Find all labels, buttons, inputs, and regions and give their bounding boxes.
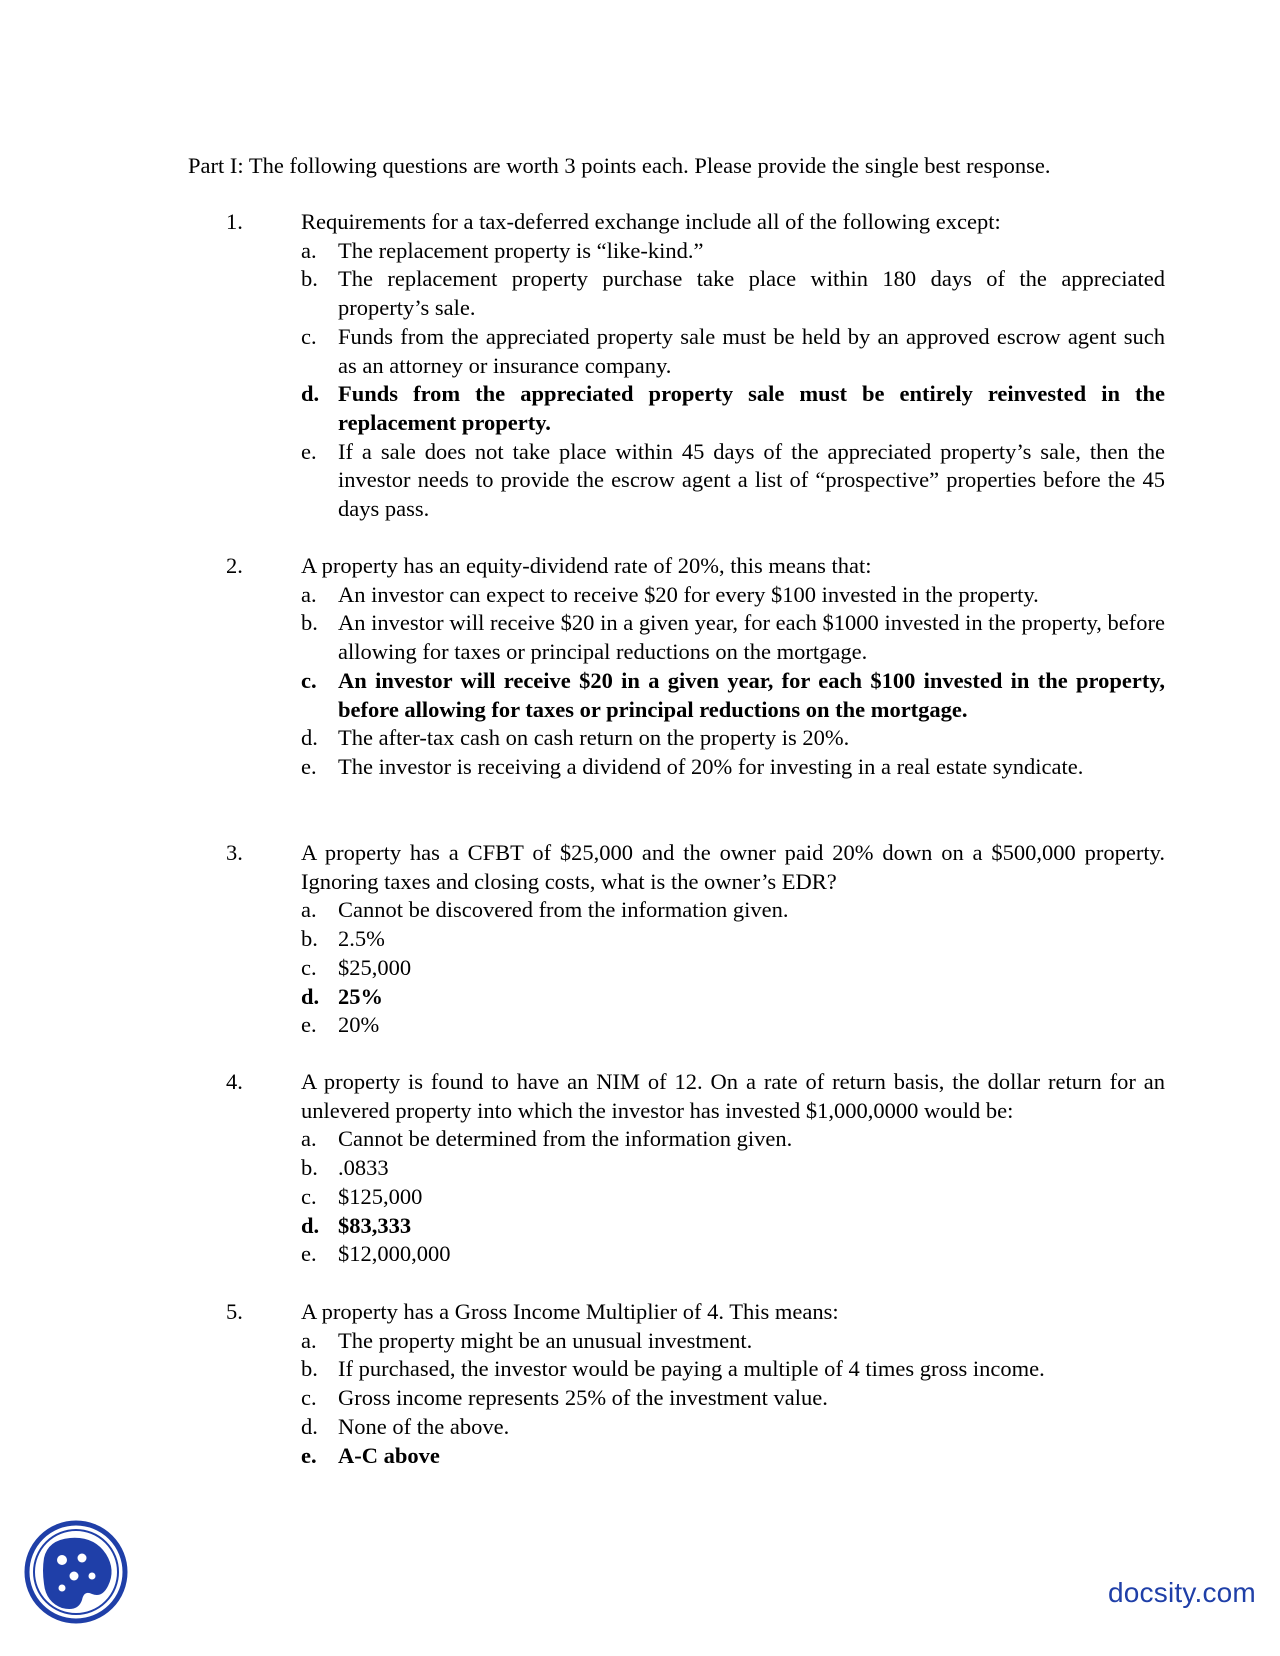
question-stem: A property is found to have an NIM of 12. On a rate of return basis, the dollar return for an unlevered property into which the investor has invested $1,000,0000 would be: [301, 1069, 1165, 1123]
option-letter: d. [301, 983, 320, 1009]
option-letter: c. [301, 1183, 317, 1209]
answer-option-b [301, 1154, 1165, 1183]
option-text: The investor is receiving a dividend of 20% for investing in a real estate syndicate. [338, 753, 1084, 779]
answer-option-c [301, 1384, 1165, 1413]
answer-option-a [301, 581, 1165, 610]
answer-options [301, 896, 1165, 1040]
option-letter: e. [301, 438, 317, 464]
answer-options [301, 1125, 1165, 1269]
option-text: An investor will receive $20 in a given year, for each $1000 invested in the property, before allowing for taxes or principal reductions on the mortgage. [338, 610, 1165, 665]
option-letter: b. [301, 610, 318, 636]
option-letter: c. [301, 1385, 317, 1411]
question-4 [188, 1068, 1188, 1269]
answer-option-b [301, 609, 1165, 666]
question-number: 3. [226, 840, 243, 865]
option-letter: c. [301, 954, 317, 980]
answer-option-a [301, 1327, 1165, 1356]
option-text: Funds from the appreciated property sale must be held by an approved escrow agent such as an attorney or insurance company. [338, 323, 1165, 378]
answer-option-b [301, 1355, 1165, 1384]
option-letter: b. [301, 926, 318, 952]
answer-option-c-correct [301, 667, 1165, 724]
option-text: The replacement property purchase take place within 180 days of the appreciated property’s sale. [338, 266, 1165, 321]
option-letter: b. [301, 1356, 318, 1382]
option-text: .0833 [338, 1155, 389, 1181]
option-letter: d. [301, 1212, 320, 1238]
answer-option-e [301, 1011, 1165, 1040]
option-text: Cannot be discovered from the information given. [338, 897, 789, 923]
question-stem: Requirements for a tax-deferred exchange include all of the following except: [301, 209, 1001, 234]
answer-option-c [301, 1183, 1165, 1212]
question-1 [188, 208, 1188, 524]
answer-option-d-correct [301, 380, 1165, 437]
question-2 [188, 552, 1188, 782]
question-number: 2. [226, 553, 243, 578]
option-text: A-C above [338, 1442, 440, 1468]
option-letter: d. [301, 725, 318, 751]
answer-option-c [301, 323, 1165, 380]
option-letter: a. [301, 1126, 317, 1152]
answer-option-e [301, 1240, 1165, 1269]
question-stem: A property has a CFBT of $25,000 and the owner paid 20% down on a $500,000 property. Ignoring taxes and closing costs, what is the owner’s EDR? [301, 840, 1165, 894]
answer-option-c [301, 954, 1165, 983]
option-letter: d. [301, 381, 320, 407]
option-text: Gross income represents 25% of the investment value. [338, 1385, 828, 1411]
answer-option-e [301, 438, 1165, 524]
option-text: $25,000 [338, 954, 412, 980]
option-letter: e. [301, 1442, 317, 1468]
question-stem: A property has a Gross Income Multiplier of 4. This means: [301, 1299, 839, 1324]
option-letter: a. [301, 581, 317, 607]
option-letter: d. [301, 1413, 318, 1439]
part-instructions: Part I: The following questions are worth 3 points each. Please provide the single best response. [188, 153, 1051, 178]
question-3 [188, 839, 1188, 1040]
option-text: 25% [338, 983, 383, 1009]
option-text: Funds from the appreciated property sale must be entirely reinvested in the replacement property. [338, 381, 1165, 435]
option-letter: a. [301, 237, 317, 263]
answer-options [301, 237, 1165, 524]
option-text: 2.5% [338, 926, 385, 952]
answer-option-d [301, 1413, 1165, 1442]
answer-options [301, 1327, 1165, 1471]
option-letter: e. [301, 753, 317, 779]
answer-options [301, 581, 1165, 782]
option-text: $83,333 [338, 1212, 412, 1238]
option-letter: b. [301, 1155, 318, 1181]
option-letter: e. [301, 1241, 317, 1267]
answer-option-a [301, 1125, 1165, 1154]
question-5 [188, 1298, 1188, 1470]
option-letter: a. [301, 897, 317, 923]
option-text: Cannot be determined from the information given. [338, 1126, 793, 1152]
option-text: None of the above. [338, 1413, 510, 1439]
option-text: $125,000 [338, 1183, 423, 1209]
option-text: An investor will receive $20 in a given year, for each $100 invested in the property, before allowing for taxes or principal reductions on the mortgage. [338, 667, 1165, 722]
option-text: If a sale does not take place within 45 days of the appreciated property’s sale, then the investor needs to provide the escrow agent a list of “prospective” properties before the 45 days pass. [338, 438, 1165, 522]
option-text: If purchased, the investor would be paying a multiple of 4 times gross income. [338, 1356, 1045, 1382]
answer-option-d-correct [301, 1212, 1165, 1241]
question-number: 1. [226, 209, 243, 234]
answer-option-e [301, 753, 1165, 782]
answer-option-e-correct [301, 1442, 1165, 1471]
option-text: 20% [338, 1012, 380, 1038]
answer-option-b [301, 925, 1165, 954]
option-letter: c. [301, 323, 317, 349]
option-text: The replacement property is “like-kind.” [338, 237, 704, 263]
question-number: 4. [226, 1069, 243, 1094]
option-text: The property might be an unusual investment. [338, 1327, 753, 1353]
docsity-logo-icon [22, 1518, 130, 1626]
answer-option-d-correct [301, 983, 1165, 1012]
option-text: An investor can expect to receive $20 for every $100 invested in the property. [338, 581, 1039, 607]
answer-option-d [301, 724, 1165, 753]
option-text: The after-tax cash on cash return on the property is 20%. [338, 725, 850, 751]
option-letter: a. [301, 1327, 317, 1353]
answer-option-a [301, 896, 1165, 925]
question-number: 5. [226, 1299, 243, 1324]
docsity-logo-icon[interactable] [22, 1518, 130, 1626]
answer-option-a [301, 237, 1165, 266]
question-stem: A property has an equity-dividend rate of 20%, this means that: [301, 553, 872, 578]
answer-option-b [301, 265, 1165, 322]
option-letter: b. [301, 266, 318, 292]
docsity-brand-link[interactable]: docsity.com [1108, 1577, 1256, 1608]
option-text: $12,000,000 [338, 1241, 451, 1267]
option-letter: e. [301, 1012, 317, 1038]
option-letter: c. [301, 667, 317, 693]
